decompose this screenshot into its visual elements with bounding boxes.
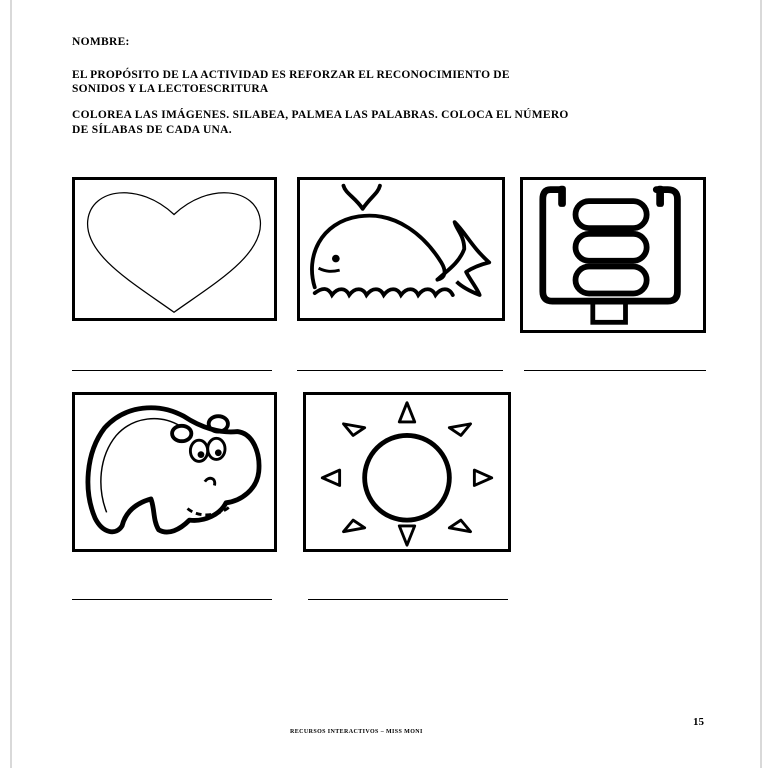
hippo-icon bbox=[75, 395, 274, 549]
instruction-line-2: DE SÍLABAS DE CADA UNA. bbox=[72, 124, 232, 136]
footer-text: RECURSOS INTERACTIVOS – MISS MONI bbox=[290, 729, 423, 735]
answer-line-traffic-light[interactable] bbox=[524, 370, 706, 371]
traffic-light-card bbox=[520, 177, 706, 333]
page-number: 15 bbox=[693, 716, 704, 728]
instructions-text bbox=[72, 108, 712, 138]
heart-icon bbox=[75, 180, 274, 318]
answer-line-whale[interactable] bbox=[297, 370, 503, 371]
answer-line-hippo[interactable] bbox=[72, 599, 272, 600]
answer-line-heart[interactable] bbox=[72, 370, 272, 371]
purpose-line-2: SONIDOS Y LA LECTOESCRITURA bbox=[72, 83, 269, 95]
whale-icon bbox=[300, 180, 502, 318]
sun-card bbox=[303, 392, 511, 552]
name-label: NOMBRE: bbox=[72, 36, 130, 48]
whale-card bbox=[297, 177, 505, 321]
heart-card bbox=[72, 177, 277, 321]
purpose-line-1: EL PROPÓSITO DE LA ACTIVIDAD ES REFORZAR EL RECONOCIMIENTO DE bbox=[72, 69, 510, 81]
purpose-text bbox=[72, 68, 712, 96]
instruction-line-1: COLOREA LAS IMÁGENES. SILABEA, PALMEA LAS PALABRAS. COLOCA EL NÚMERO bbox=[72, 109, 569, 121]
page-edge-right bbox=[760, 0, 762, 768]
sun-icon bbox=[306, 395, 508, 549]
page-edge-left bbox=[10, 0, 12, 768]
hippo-card bbox=[72, 392, 277, 552]
answer-line-sun[interactable] bbox=[308, 599, 508, 600]
traffic-light-icon bbox=[523, 180, 703, 330]
